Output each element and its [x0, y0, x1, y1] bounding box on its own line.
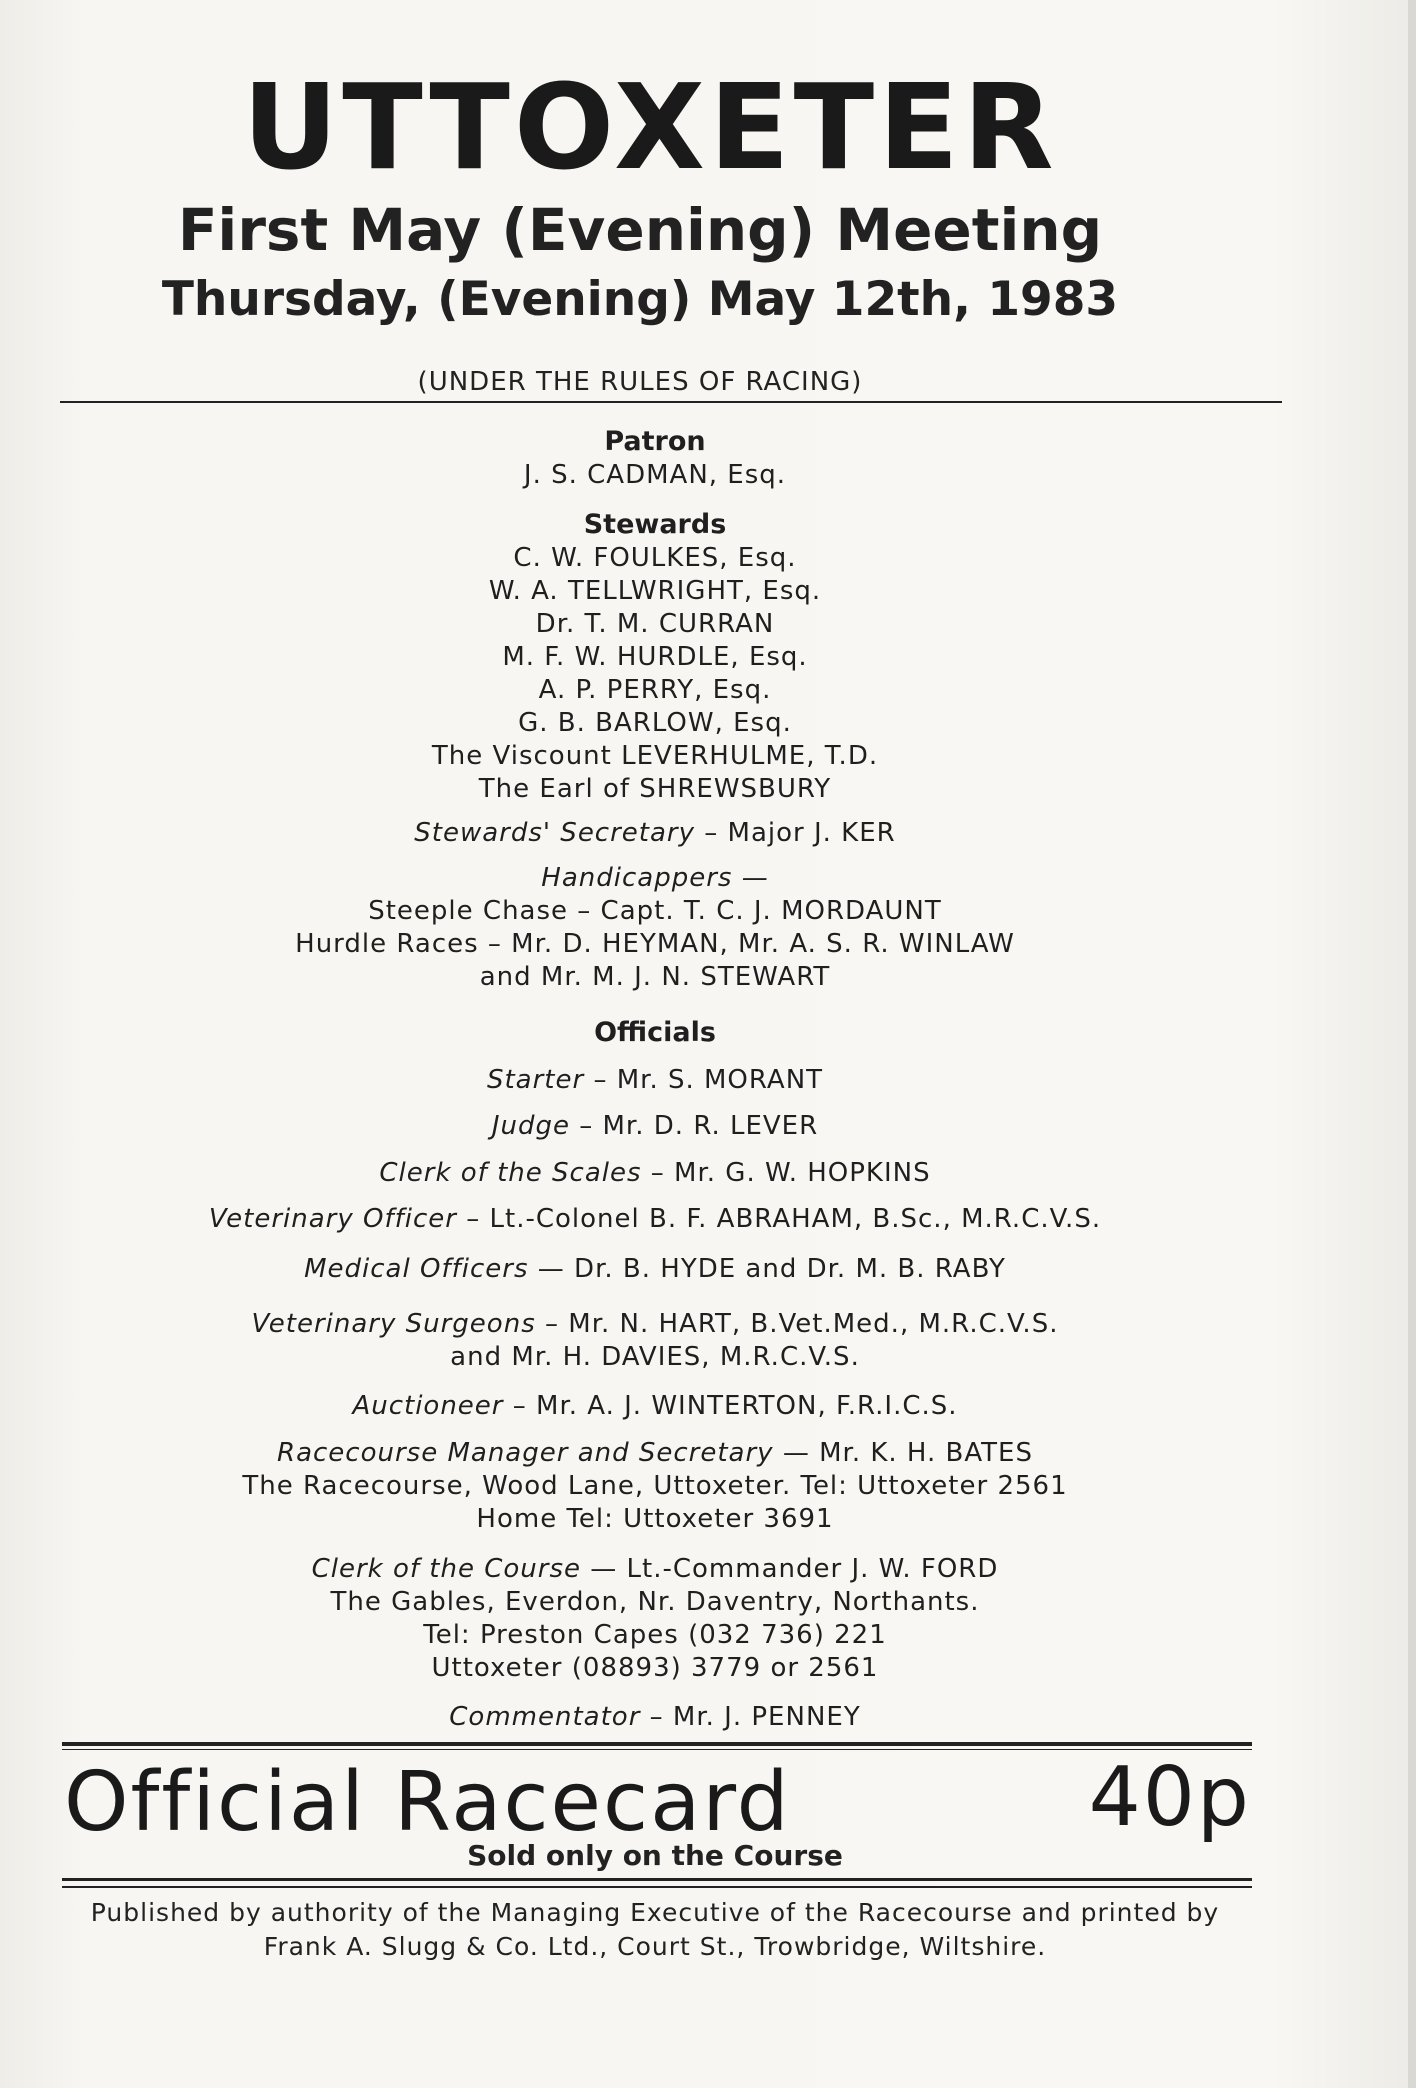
steward-name: G. B. BARLOW, Esq. — [518, 708, 792, 738]
official-scales — [60, 1157, 1250, 1190]
official-clerk-course — [60, 1553, 1250, 1685]
stewards-secretary-role: Stewards' Secretary — [414, 818, 695, 848]
header-divider — [60, 401, 1282, 403]
official-role: Racecourse Manager and Secretary — [277, 1438, 774, 1468]
racecard-label: Official Racecard — [64, 1755, 791, 1850]
official-vet-officer — [60, 1203, 1250, 1236]
page-edge — [1408, 0, 1416, 2088]
official-detail: The Racecourse, Wood Lane, Uttoxeter. Tel: Uttoxeter 2561 — [242, 1471, 1068, 1501]
publisher-footer — [50, 1896, 1260, 1964]
officials-section — [60, 1016, 1250, 1050]
meeting-subtitle: First May (Evening) Meeting — [177, 196, 1103, 264]
steward-name: M. F. W. HURDLE, Esq. — [502, 642, 808, 672]
steward-name: A. P. PERRY, Esq. — [538, 675, 772, 705]
official-commentator — [60, 1701, 1250, 1734]
steward-name: Dr. T. M. CURRAN — [535, 609, 775, 639]
official-name: – Lt.-Colonel B. F. ABRAHAM, B.Sc., M.R.C.V.S. — [466, 1204, 1102, 1234]
patron-heading: Patron — [604, 426, 706, 457]
official-name: – Mr. N. HART, B.Vet.Med., M.R.C.V.S. — [545, 1309, 1059, 1339]
official-name: – Mr. S. MORANT — [593, 1065, 824, 1095]
official-role: Judge — [491, 1111, 570, 1141]
patron-section — [60, 425, 1250, 492]
steward-name: C. W. FOULKES, Esq. — [513, 543, 797, 573]
official-surgeons — [60, 1308, 1250, 1374]
official-name: — Dr. B. HYDE and Dr. M. B. RABY — [537, 1254, 1006, 1284]
official-medical — [60, 1253, 1250, 1286]
steward-name: The Viscount LEVERHULME, T.D. — [431, 741, 879, 771]
official-name: – Mr. A. J. WINTERTON, F.R.I.C.S. — [512, 1391, 958, 1421]
official-detail: and Mr. H. DAVIES, M.R.C.V.S. — [450, 1342, 860, 1372]
stewards-secretary-name: – Major J. KER — [704, 818, 896, 848]
official-detail: The Gables, Everdon, Nr. Daventry, Northants. — [330, 1587, 980, 1617]
official-name: — Lt.-Commander J. W. FORD — [590, 1554, 999, 1584]
handicappers-section — [60, 862, 1250, 994]
official-detail: Uttoxeter (08893) 3779 or 2561 — [431, 1653, 879, 1683]
racecard-price: 40p — [1088, 1750, 1251, 1845]
official-role: Veterinary Surgeons — [251, 1309, 536, 1339]
handicappers-line: Hurdle Races – Mr. D. HEYMAN, Mr. A. S. R. WINLAW — [295, 929, 1015, 959]
meeting-date: Thursday, (Evening) May 12th, 1983 — [161, 272, 1119, 327]
handicappers-line: and Mr. M. J. N. STEWART — [479, 962, 831, 992]
official-role: Starter — [486, 1065, 585, 1095]
officials-heading: Officials — [594, 1017, 716, 1048]
stewards-secretary — [60, 817, 1250, 850]
official-role: Veterinary Officer — [208, 1204, 457, 1234]
official-role: Commentator — [449, 1702, 641, 1732]
official-role: Auctioneer — [352, 1391, 504, 1421]
racecard-top-rule — [62, 1742, 1252, 1746]
stewards-heading: Stewards — [583, 509, 727, 540]
official-name: — Mr. K. H. BATES — [782, 1438, 1033, 1468]
steward-name: The Earl of SHREWSBURY — [478, 774, 832, 804]
official-detail: Home Tel: Uttoxeter 3691 — [476, 1504, 834, 1534]
stewards-section — [60, 508, 1250, 806]
official-role: Medical Officers — [304, 1254, 529, 1284]
official-name: – Mr. J. PENNEY — [649, 1702, 861, 1732]
racecard-top-rule-thin — [62, 1749, 1252, 1750]
official-judge — [60, 1110, 1250, 1143]
official-manager — [60, 1437, 1250, 1536]
official-name: – Mr. G. W. HOPKINS — [650, 1158, 931, 1188]
official-role: Clerk of the Course — [311, 1554, 581, 1584]
handicappers-line: Steeple Chase – Capt. T. C. J. MORDAUNT — [368, 896, 942, 926]
racecard-bottom-rule — [62, 1878, 1252, 1881]
footer-line: Published by authority of the Managing Executive of the Racecourse and printed by — [90, 1898, 1220, 1927]
official-starter — [60, 1064, 1250, 1097]
racecard-bottom-rule-thin — [62, 1886, 1252, 1888]
page-title: UTTOXETER — [242, 58, 1058, 196]
official-auctioneer — [60, 1390, 1250, 1423]
steward-name: W. A. TELLWRIGHT, Esq. — [488, 576, 822, 606]
patron-name: J. S. CADMAN, Esq. — [523, 460, 787, 490]
handicappers-heading: Handicappers — — [541, 863, 769, 893]
footer-line: Frank A. Slugg & Co. Ltd., Court St., Trowbridge, Wiltshire. — [263, 1932, 1047, 1961]
official-detail: Tel: Preston Capes (032 736) 221 — [423, 1620, 887, 1650]
official-role: Clerk of the Scales — [379, 1158, 642, 1188]
rules-note: (UNDER THE RULES OF RACING) — [417, 367, 863, 397]
sold-note: Sold only on the Course — [467, 1839, 843, 1872]
official-name: – Mr. D. R. LEVER — [579, 1111, 819, 1141]
